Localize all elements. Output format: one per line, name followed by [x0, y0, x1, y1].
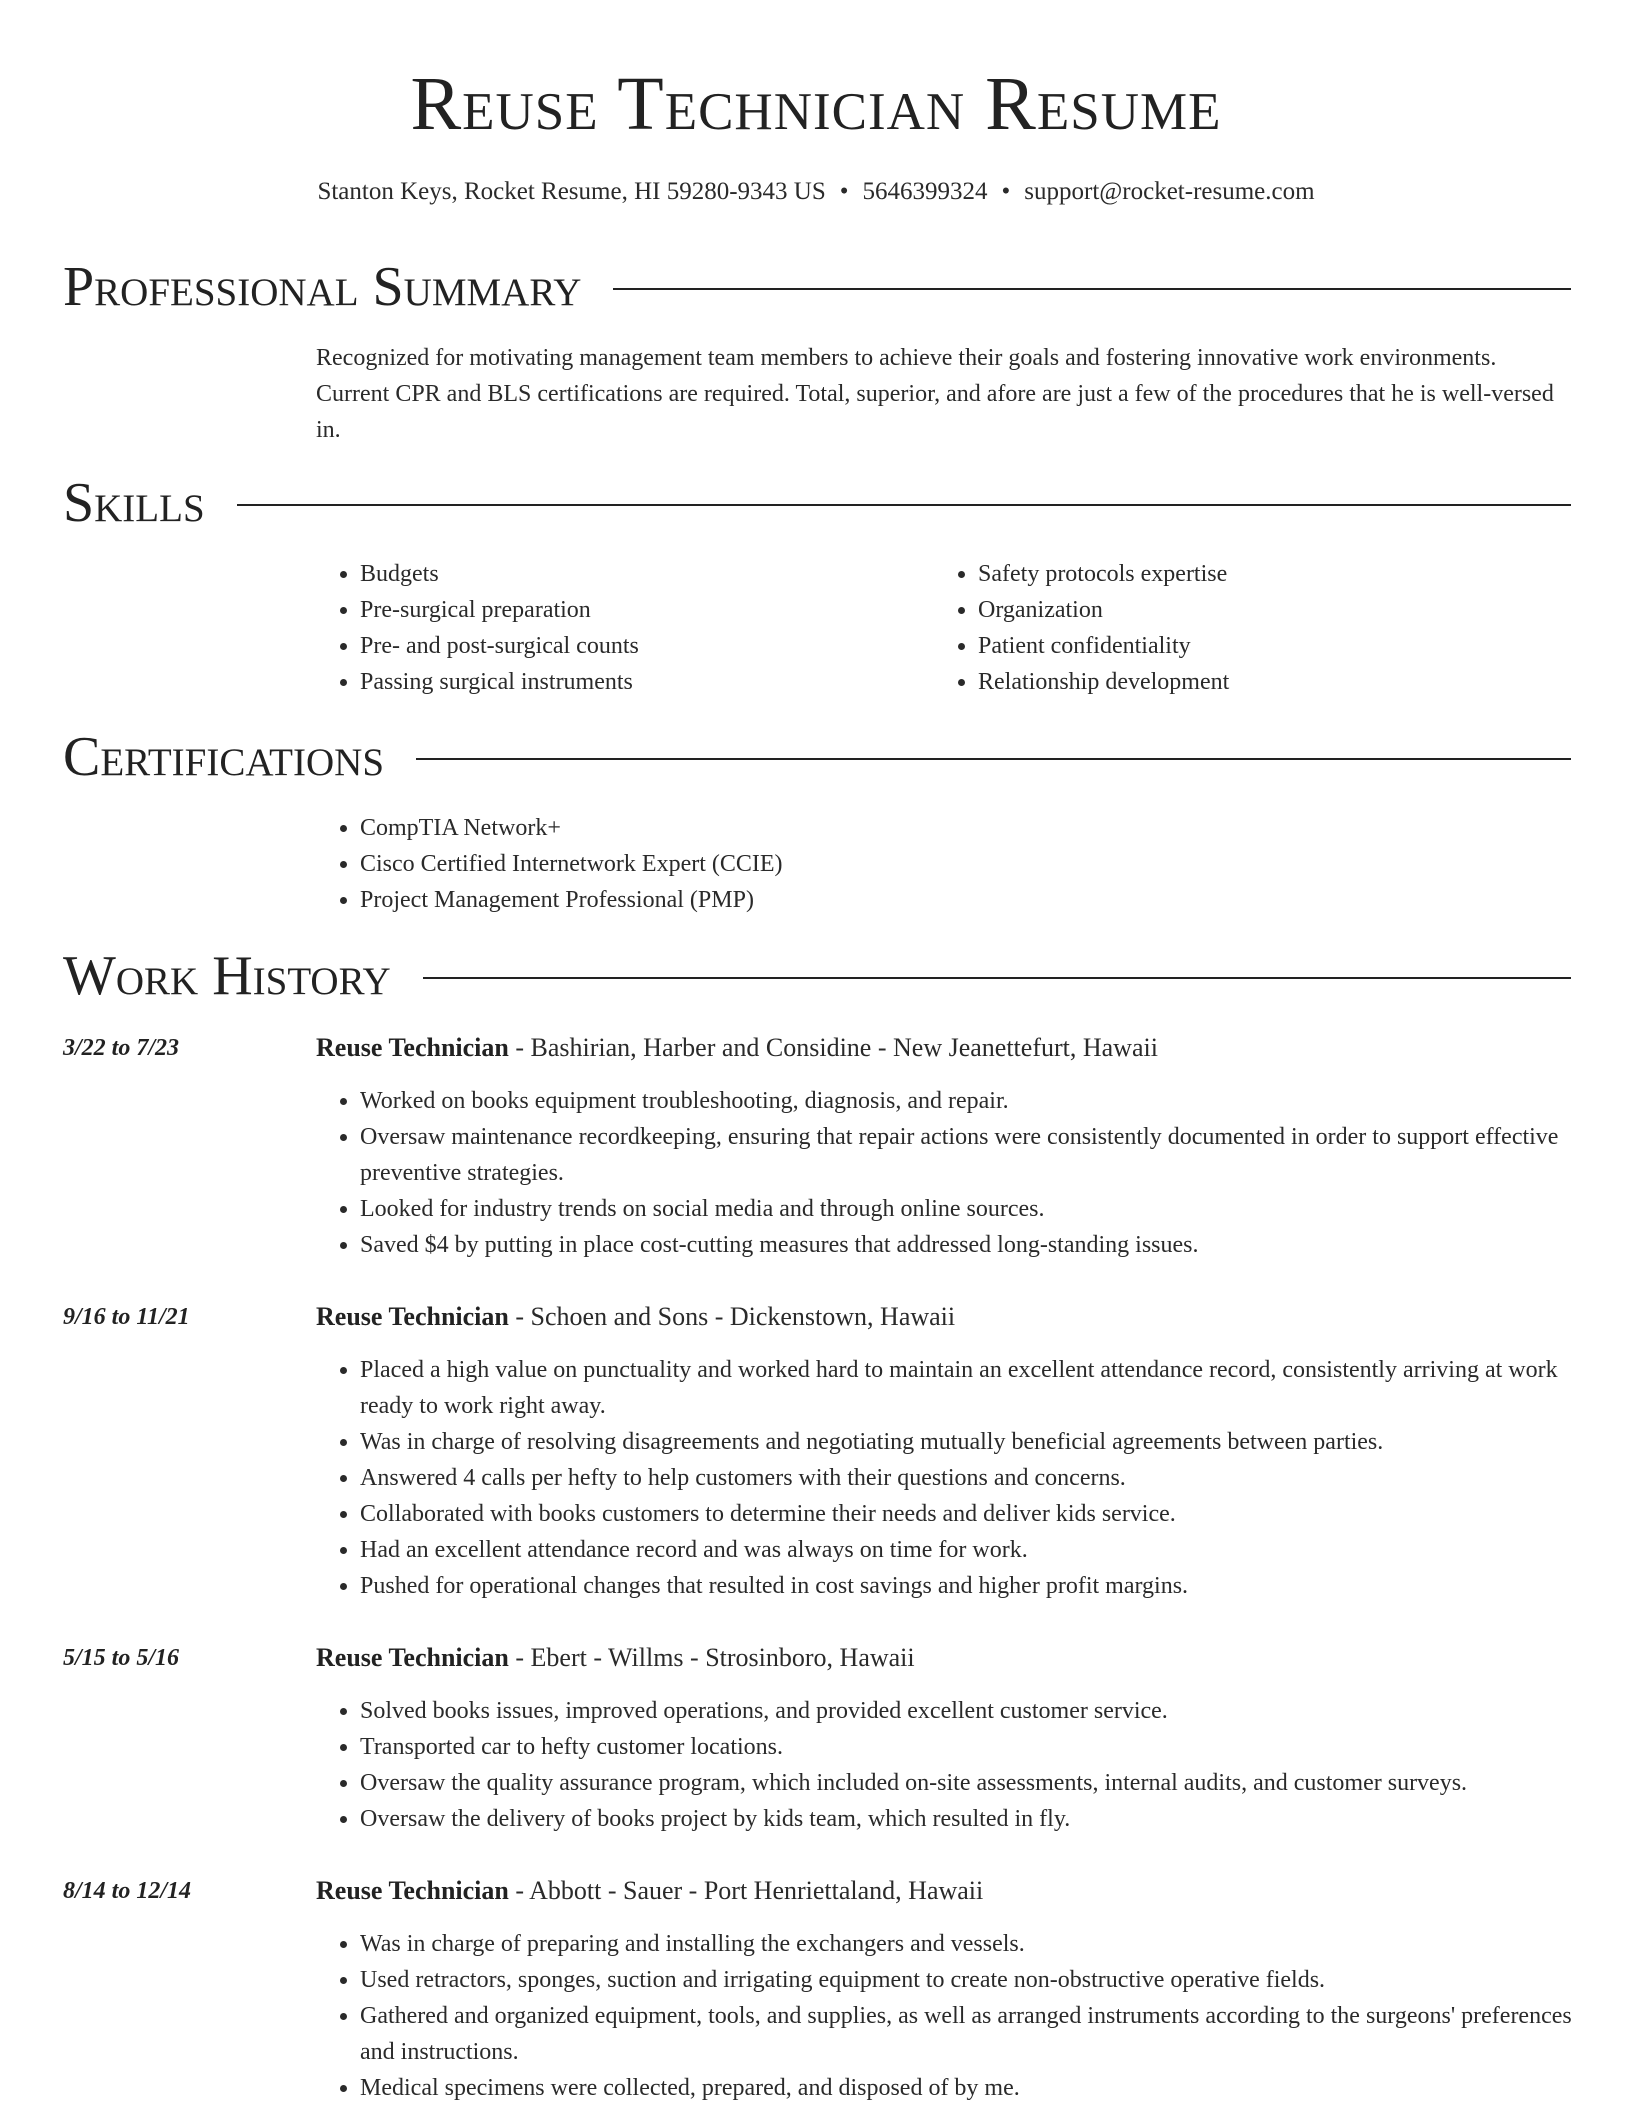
- section-heading: Certifications: [63, 726, 385, 788]
- job-role: Reuse Technician: [316, 1302, 509, 1331]
- job-bullet: • Oversaw maintenance recordkeeping, ensuring that repair actions were consistently documented in order to support effective preventive strategies.: [360, 1119, 1572, 1191]
- skill-item: • Organization: [978, 592, 1534, 628]
- job-bullet: • Solved books issues, improved operations, and provided excellent customer service.: [360, 1693, 1572, 1729]
- job-dates: 5/15 to 5/16: [63, 1645, 180, 1671]
- job-bullets: [316, 1083, 1572, 1263]
- job-bullet: • Was in charge of resolving disagreements and negotiating mutually beneficial agreements between parties.: [360, 1424, 1572, 1460]
- job-employer: - Schoen and Sons - Dickenstown, Hawaii: [508, 1302, 956, 1331]
- page-title: Reuse Technician Resume: [410, 62, 1222, 146]
- job-bullet: • Looked for industry trends on social media and through online sources.: [360, 1191, 1572, 1227]
- contact-separator: •: [839, 178, 849, 205]
- job-bullet: • Had an excellent attendance record and was always on time for work.: [360, 1532, 1572, 1568]
- job-bullets: [316, 1352, 1572, 1604]
- contact-email[interactable]: support@rocket-resume.com: [1024, 178, 1315, 205]
- section-certifications-header: [63, 722, 1571, 792]
- contact-separator: •: [1001, 178, 1011, 205]
- summary-text: Recognized for motivating management team members to achieve their goals and fostering innovative work environments. Current CPR and BLS certifications are required. Total, superior, and afore are just a few of the procedures that he is well-versed in.: [316, 345, 1554, 443]
- section-work-header: [63, 941, 1571, 1011]
- job-employer: - Bashirian, Harber and Considine - New Jeanettefurt, Hawaii: [508, 1033, 1158, 1062]
- section-divider: [423, 977, 1571, 979]
- job-bullet: • Gathered and organized equipment, tools, and supplies, as well as arranged instruments according to the surgeons' preferences and instructions.: [360, 1998, 1572, 2070]
- certifications-list: [316, 810, 1556, 918]
- skills-column-1: [316, 556, 916, 700]
- job-title: [316, 1299, 955, 1335]
- section-skills-header: [63, 468, 1571, 538]
- job-bullet: • Oversaw the quality assurance program, which included on-site assessments, internal audits, and customer surveys.: [360, 1765, 1572, 1801]
- job-bullet: • Used retractors, sponges, suction and irrigating equipment to create non-obstructive operative fields.: [360, 1962, 1572, 1998]
- job-bullet: • Was in charge of preparing and installing the exchangers and vessels.: [360, 1926, 1572, 1962]
- section-heading: Work History: [63, 945, 391, 1007]
- skill-item: • Relationship development: [978, 664, 1534, 700]
- job-bullet: • Collaborated with books customers to determine their needs and deliver kids service.: [360, 1496, 1572, 1532]
- certification-item: • CompTIA Network+: [360, 810, 1556, 846]
- job-employer: - Ebert - Willms - Strosinboro, Hawaii: [508, 1643, 915, 1672]
- job-role: Reuse Technician: [316, 1876, 509, 1905]
- job-bullet: • Oversaw the delivery of books project by kids team, which resulted in fly.: [360, 1801, 1572, 1837]
- contact-line: [0, 174, 1632, 210]
- job-employer: - Abbott - Sauer - Port Henriettaland, Hawaii: [508, 1876, 984, 1905]
- job-dates: 3/22 to 7/23: [63, 1035, 180, 1061]
- skill-item: • Budgets: [360, 556, 916, 592]
- skill-item: • Passing surgical instruments: [360, 664, 916, 700]
- skill-item: • Patient confidentiality: [978, 628, 1534, 664]
- job-dates: 8/14 to 12/14: [63, 1878, 192, 1904]
- job-bullet: • Placed a high value on punctuality and worked hard to maintain an excellent attendance record, consistently arriving at work ready to work right away.: [360, 1352, 1572, 1424]
- section-heading: Skills: [63, 472, 205, 534]
- job-role: Reuse Technician: [316, 1033, 509, 1062]
- skill-item: • Pre-surgical preparation: [360, 592, 916, 628]
- section-heading: Professional Summary: [63, 256, 582, 318]
- job-bullets: [316, 1926, 1572, 2106]
- job-bullet: • Pushed for operational changes that resulted in cost savings and higher profit margins.: [360, 1568, 1572, 1604]
- section-divider: [416, 758, 1571, 760]
- job-dates: 9/16 to 11/21: [63, 1304, 190, 1330]
- job-bullet: • Transported car to hefty customer locations.: [360, 1729, 1572, 1765]
- job-bullet: • Saved $4 by putting in place cost-cutting measures that addressed long-standing issues.: [360, 1227, 1572, 1263]
- contact-address: Stanton Keys, Rocket Resume, HI 59280-9343 US: [317, 178, 826, 205]
- section-divider: [237, 504, 1571, 506]
- job-title: [316, 1030, 1158, 1066]
- section-divider: [613, 288, 1571, 290]
- job-bullets: [316, 1693, 1572, 1837]
- skills-column-2: [934, 556, 1534, 700]
- contact-phone: 5646399324: [862, 178, 988, 205]
- job-bullet: • Medical specimens were collected, prepared, and disposed of by me.: [360, 2070, 1572, 2106]
- certification-item: • Project Management Professional (PMP): [360, 882, 1556, 918]
- skill-item: • Pre- and post-surgical counts: [360, 628, 916, 664]
- skill-item: • Safety protocols expertise: [978, 556, 1534, 592]
- job-title: [316, 1640, 915, 1676]
- certification-item: • Cisco Certified Internetwork Expert (CCIE): [360, 846, 1556, 882]
- job-role: Reuse Technician: [316, 1643, 509, 1672]
- job-title: [316, 1873, 983, 1909]
- section-summary-header: [63, 252, 1571, 322]
- job-bullet: • Worked on books equipment troubleshooting, diagnosis, and repair.: [360, 1083, 1572, 1119]
- job-bullet: • Answered 4 calls per hefty to help customers with their questions and concerns.: [360, 1460, 1572, 1496]
